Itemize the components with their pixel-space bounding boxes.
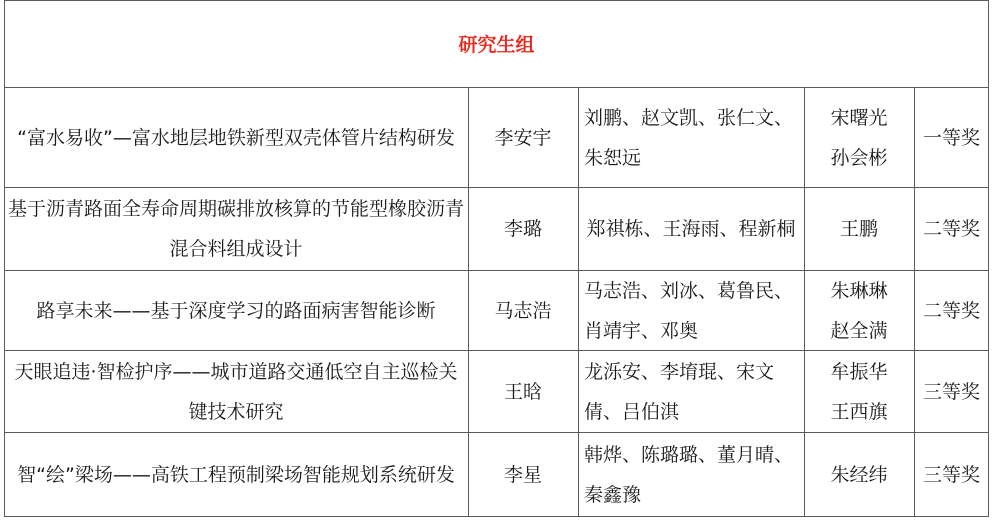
members-cell — [578, 351, 804, 432]
project-cell — [4, 88, 468, 187]
advisor-cell — [804, 188, 914, 270]
table-row — [4, 433, 989, 517]
project-name: 路享未来——基于深度学习的路面病害智能诊断 — [36, 299, 436, 322]
prize-level: 三等奖 — [922, 463, 980, 486]
members-cell — [578, 188, 804, 270]
table-border-right — [988, 0, 989, 517]
prize-level: 二等奖 — [922, 299, 980, 322]
prize-cell — [914, 351, 989, 432]
project-name: 天眼追违·智检护序——城市道路交通低空自主巡检关键技术研究 — [14, 360, 458, 423]
project-cell — [4, 433, 468, 516]
leader-name: 李璐 — [503, 218, 542, 240]
column-divider — [468, 88, 469, 517]
advisor-name: 朱琳琳 — [830, 279, 888, 302]
column-divider — [578, 88, 579, 517]
advisor-name: 孙会彬 — [830, 146, 888, 169]
prize-cell — [914, 188, 989, 270]
leader-cell — [468, 433, 578, 516]
leader-cell — [468, 351, 578, 432]
advisor-name: 王鹏 — [839, 218, 878, 240]
leader-name: 李星 — [503, 463, 542, 486]
project-name: 基于沥青路面全寿命周期碳排放核算的节能型橡胶沥青混合料组成设计 — [8, 198, 465, 260]
project-name: 智“绘”梁场——高铁工程预制梁场智能规划系统研发 — [17, 463, 455, 486]
advisor-cell — [804, 271, 914, 350]
table-row — [4, 271, 989, 351]
members-cell — [578, 88, 804, 187]
advisor-cell — [804, 433, 914, 516]
advisor-name: 朱经纬 — [830, 463, 888, 486]
member-names: 龙泺安、李堉琨、宋文倩、吕伯淇 — [584, 360, 775, 423]
member-names: 郑祺栋、王海雨、程新桐 — [586, 218, 796, 240]
prize-cell — [914, 271, 989, 350]
table-row — [4, 88, 989, 188]
leader-cell — [468, 88, 578, 187]
leader-name: 王晗 — [503, 380, 542, 403]
prize-cell — [914, 88, 989, 187]
column-divider — [914, 88, 915, 517]
project-cell — [4, 271, 468, 350]
leader-name: 马志浩 — [494, 299, 552, 322]
section-header — [4, 0, 989, 88]
table-row — [4, 188, 989, 271]
member-names: 马志浩、刘冰、葛鲁民、肖靖宇、邓奥 — [584, 279, 794, 342]
table-row — [4, 351, 989, 433]
advisor-cell — [804, 88, 914, 187]
member-names: 刘鹏、赵文凯、张仁文、朱恕远 — [584, 106, 794, 169]
project-cell — [4, 188, 468, 270]
members-cell — [578, 271, 804, 350]
awards-table — [4, 0, 989, 517]
leader-cell — [468, 188, 578, 270]
project-cell — [4, 351, 468, 432]
prize-level: 二等奖 — [922, 218, 980, 240]
leader-cell — [468, 271, 578, 350]
table-border-left — [4, 0, 5, 517]
leader-name: 李安宇 — [494, 126, 552, 149]
members-cell — [578, 433, 804, 516]
table-border-top — [4, 0, 989, 1]
advisor-name: 牟振华 — [830, 360, 888, 383]
advisor-name: 赵全满 — [830, 319, 888, 342]
prize-level: 一等奖 — [922, 126, 980, 149]
project-name: “富水易收”—富水地层地铁新型双壳体管片结构研发 — [17, 126, 455, 149]
advisor-name: 王西旗 — [830, 400, 888, 423]
prize-level: 三等奖 — [922, 380, 980, 403]
prize-cell — [914, 433, 989, 516]
advisor-cell — [804, 351, 914, 432]
advisor-name: 宋曙光 — [830, 106, 888, 129]
column-divider — [804, 88, 805, 517]
member-names: 韩烨、陈璐璐、董月晴、秦鑫豫 — [584, 443, 794, 506]
section-title: 研究生组 — [458, 34, 535, 56]
